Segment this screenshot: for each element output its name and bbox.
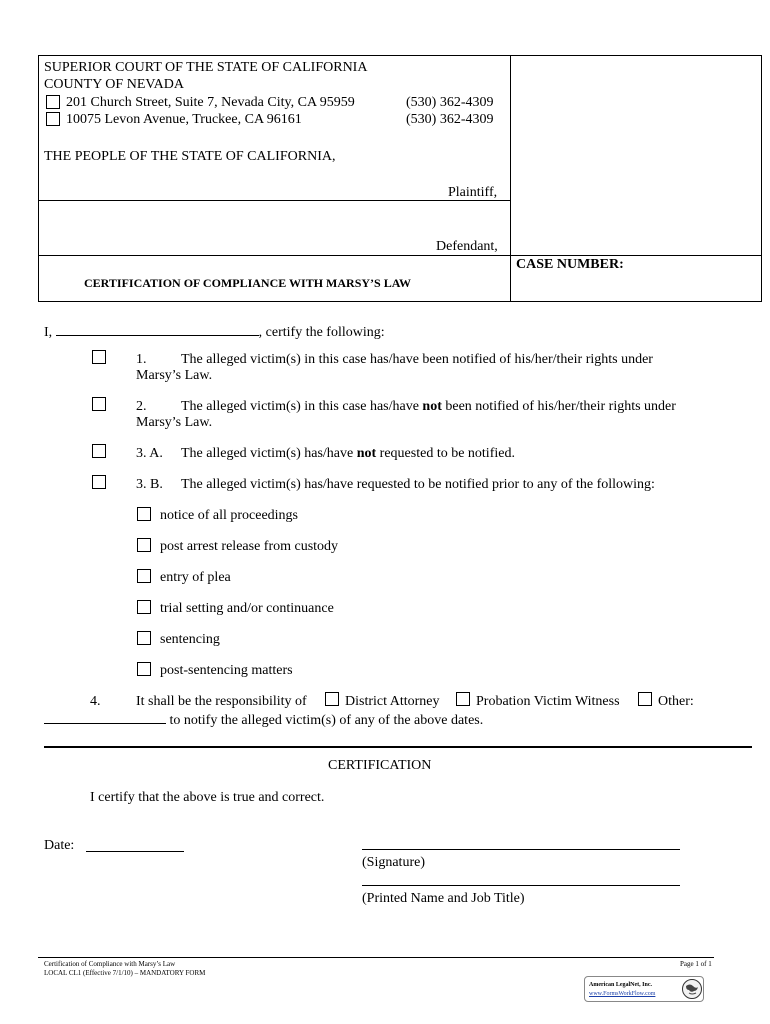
other-checkbox[interactable] bbox=[638, 692, 652, 706]
nevada-city-checkbox[interactable] bbox=[46, 95, 60, 109]
date-field[interactable] bbox=[86, 851, 184, 852]
defendant-label: Defendant, bbox=[436, 239, 498, 254]
district-attorney-checkbox[interactable] bbox=[325, 692, 339, 706]
item2-text: The alleged victim(s) in this case has/have not been notified of his/her/their rights under bbox=[181, 399, 676, 414]
item4-text: It shall be the responsibility of bbox=[136, 694, 307, 709]
option-label: entry of plea bbox=[160, 570, 231, 585]
option-label: post arrest release from custody bbox=[160, 539, 339, 554]
option-label: notice of all proceedings bbox=[160, 508, 299, 523]
item4-line2: to notify the alleged victim(s) of any of the above dates. bbox=[44, 710, 483, 729]
item3a-text: The alleged victim(s) has/have not requested to be notified. bbox=[181, 446, 515, 461]
printed-name-field[interactable] bbox=[362, 885, 680, 886]
item1-text: The alleged victim(s) in this case has/have been notified of his/her/their rights under bbox=[181, 352, 653, 367]
certifier-name-field[interactable] bbox=[56, 322, 259, 336]
item3a-number: 3. A. bbox=[136, 446, 163, 461]
people-caption: THE PEOPLE OF THE STATE OF CALIFORNIA, bbox=[44, 149, 336, 164]
item3b-checkbox[interactable] bbox=[92, 475, 106, 489]
other-responsible-field[interactable] bbox=[44, 710, 166, 724]
probation-victim-witness-label: Probation Victim Witness bbox=[476, 694, 620, 709]
footer-form-id: LOCAL CL1 (Effective 7/1/10) – MANDATORY FORM bbox=[44, 969, 206, 977]
item3b-number: 3. B. bbox=[136, 477, 163, 492]
section-divider bbox=[44, 746, 752, 748]
probation-victim-witness-checkbox[interactable] bbox=[456, 692, 470, 706]
option-label: trial setting and/or continuance bbox=[160, 601, 334, 616]
item1-text-cont: Marsy’s Law. bbox=[136, 368, 213, 383]
signature-label: (Signature) bbox=[362, 855, 425, 870]
signature-field[interactable] bbox=[362, 849, 680, 850]
nevada-city-phone: (530) 362-4309 bbox=[406, 95, 494, 110]
certify-line: I, , certify the following: bbox=[44, 322, 385, 341]
county-name: COUNTY OF NEVADA bbox=[44, 77, 185, 92]
plaintiff-label: Plaintiff, bbox=[448, 185, 498, 200]
item1-number: 1. bbox=[136, 352, 147, 367]
item1-checkbox[interactable] bbox=[92, 350, 106, 364]
nevada-city-address: 201 Church Street, Suite 7, Nevada City, CA 95959 bbox=[66, 95, 355, 110]
other-label: Other: bbox=[658, 694, 694, 709]
certification-statement: I certify that the above is true and correct. bbox=[90, 790, 325, 805]
publisher-website[interactable]: www.FormsWorkFlow.com bbox=[589, 991, 656, 997]
option-checkbox[interactable] bbox=[137, 507, 151, 521]
truckee-address: 10075 Levon Avenue, Truckee, CA 96161 bbox=[66, 112, 302, 127]
item2-text-cont: Marsy’s Law. bbox=[136, 415, 213, 430]
truckee-checkbox[interactable] bbox=[46, 112, 60, 126]
option-checkbox[interactable] bbox=[137, 569, 151, 583]
form-title: CERTIFICATION OF COMPLIANCE WITH MARSY’S LAW bbox=[84, 276, 412, 290]
globe-icon bbox=[681, 978, 703, 1000]
option-label: post-sentencing matters bbox=[160, 663, 293, 678]
district-attorney-label: District Attorney bbox=[345, 694, 440, 709]
option-checkbox[interactable] bbox=[137, 631, 151, 645]
item3b-text: The alleged victim(s) has/have requested to be notified prior to any of the following: bbox=[181, 477, 655, 492]
date-label: Date: bbox=[44, 838, 75, 853]
court-name: SUPERIOR COURT OF THE STATE OF CALIFORNIA bbox=[44, 60, 368, 75]
footer-form-name: Certification of Compliance with Marsy’s Law bbox=[44, 960, 176, 968]
printed-name-label: (Printed Name and Job Title) bbox=[362, 891, 525, 906]
footer-rule bbox=[38, 957, 714, 958]
footer-page-number: Page 1 of 1 bbox=[680, 960, 712, 968]
item2-number: 2. bbox=[136, 399, 147, 414]
publisher-badge bbox=[584, 976, 704, 1002]
option-checkbox[interactable] bbox=[137, 538, 151, 552]
publisher-name: American LegalNet, Inc. bbox=[589, 982, 652, 988]
option-checkbox[interactable] bbox=[137, 600, 151, 614]
item3a-checkbox[interactable] bbox=[92, 444, 106, 458]
option-checkbox[interactable] bbox=[137, 662, 151, 676]
option-label: sentencing bbox=[160, 632, 220, 647]
item4-number: 4. bbox=[90, 694, 101, 709]
truckee-phone: (530) 362-4309 bbox=[406, 112, 494, 127]
certification-title: CERTIFICATION bbox=[328, 758, 432, 773]
item2-checkbox[interactable] bbox=[92, 397, 106, 411]
case-number-label: CASE NUMBER: bbox=[516, 257, 624, 272]
